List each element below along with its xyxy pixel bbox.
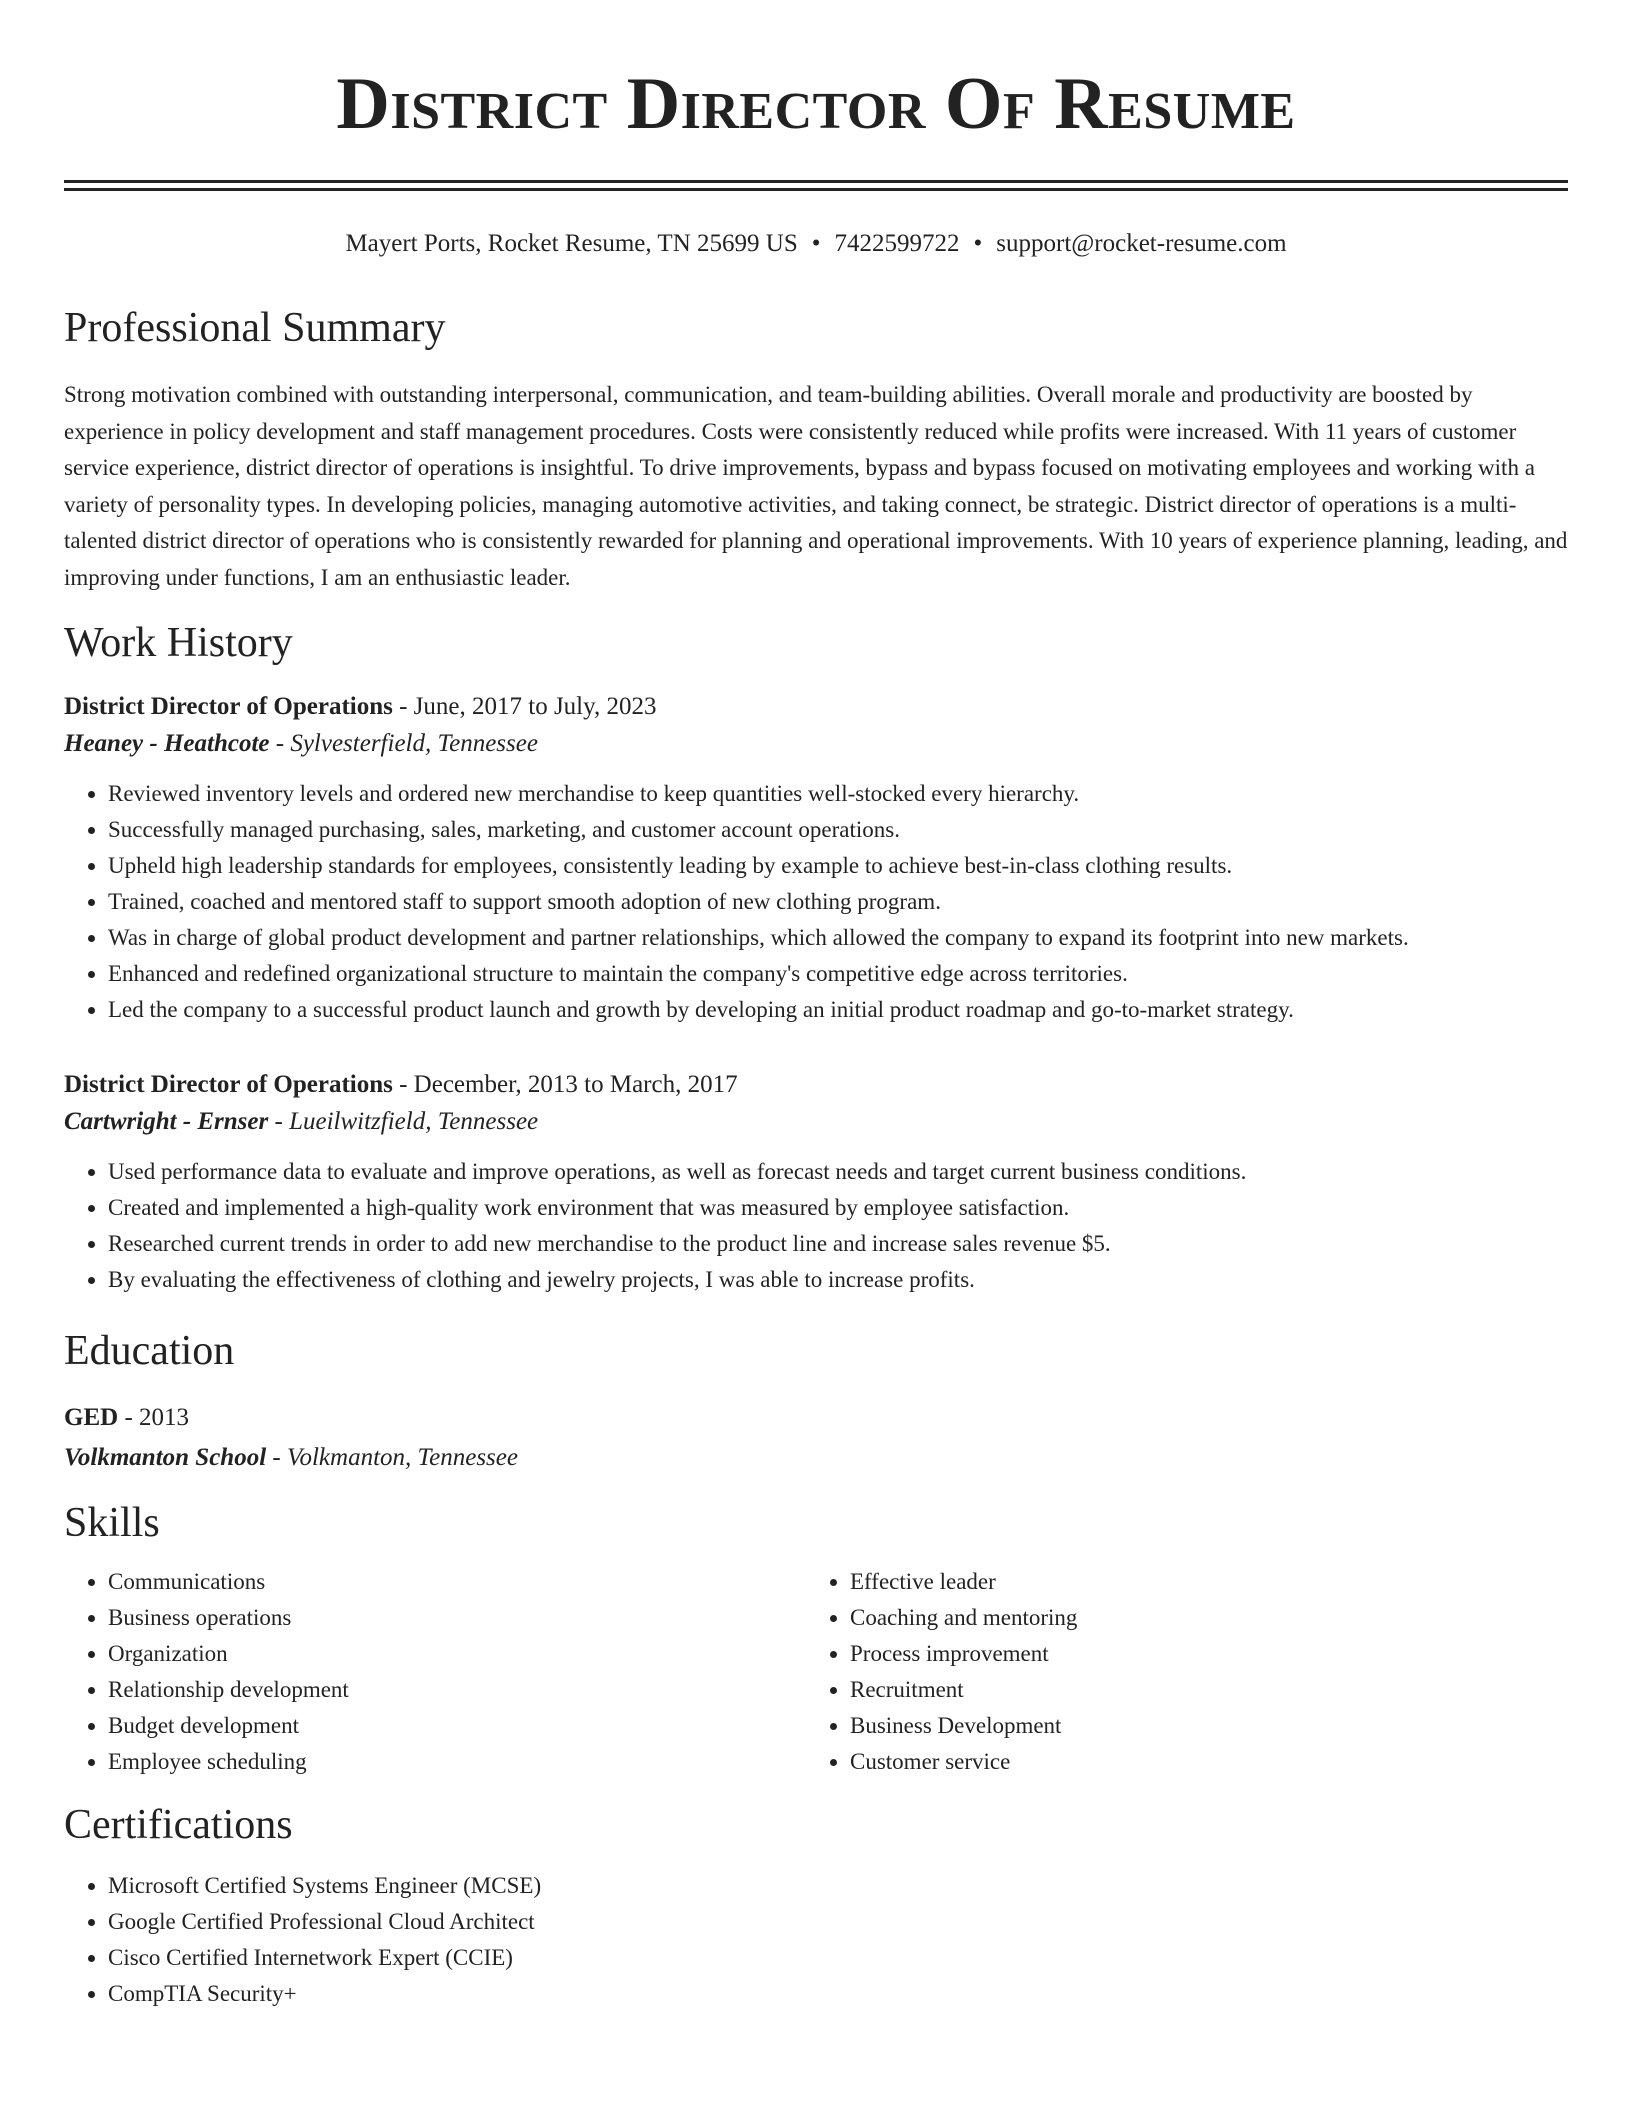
- list-item: • Process improvement: [850, 1636, 1548, 1672]
- list-item: • By evaluating the effectiveness of clothing and jewelry projects, I was able to increase profits.: [108, 1262, 1568, 1298]
- education-section: [64, 1326, 1568, 1478]
- degree: GED: [64, 1404, 119, 1431]
- list-item: • Relationship development: [108, 1672, 806, 1708]
- degree-line: [64, 1398, 1568, 1438]
- list-item: • Effective leader: [850, 1564, 1548, 1600]
- list-item: • Coaching and mentoring: [850, 1600, 1548, 1636]
- job-company-line: [64, 1103, 1568, 1140]
- list-item: • Used performance data to evaluate and improve operations, as well as forecast needs and target current business conditions.: [108, 1154, 1568, 1190]
- header-double-rule: [64, 180, 1568, 191]
- job-title: District Director of Operations: [64, 1071, 393, 1098]
- list-item: • Organization: [108, 1636, 806, 1672]
- job-title-line: [64, 688, 1568, 725]
- work-history-heading: Work History: [64, 620, 293, 666]
- list-item: • Employee scheduling: [108, 1744, 806, 1780]
- job-company: Heaney - Heathcote: [64, 730, 270, 757]
- list-item: • Communications: [108, 1564, 806, 1600]
- job-dates: - June, 2017 to July, 2023: [392, 693, 657, 720]
- list-item: • Upheld high leadership standards for employees, consistently leading by example to achieve best-in-class clothing results.: [108, 848, 1568, 884]
- summary-section: [64, 303, 1568, 596]
- job-entry: [64, 688, 1568, 1028]
- contact-phone: 7422599722: [834, 230, 960, 257]
- job-entry: [64, 1066, 1568, 1298]
- job-location: - Sylvesterfield, Tennessee: [269, 730, 538, 757]
- job-title-line: [64, 1066, 1568, 1103]
- school-name: Volkmanton School: [64, 1444, 267, 1471]
- school-location: - Volkmanton, Tennessee: [266, 1444, 518, 1471]
- resume-name: District Director Of Resume: [336, 63, 1296, 145]
- contact-separator: •: [811, 230, 821, 257]
- job-company: Cartwright - Ernser: [64, 1108, 269, 1135]
- list-item: • Researched current trends in order to add new merchandise to the product line and increase sales revenue $5.: [108, 1226, 1568, 1262]
- list-item: • Budget development: [108, 1708, 806, 1744]
- list-item: • Business operations: [108, 1600, 806, 1636]
- education-heading: Education: [64, 1328, 235, 1374]
- list-item: • Recruitment: [850, 1672, 1548, 1708]
- list-item: • Business Development: [850, 1708, 1548, 1744]
- education-entry: [64, 1398, 1568, 1478]
- list-item: • Customer service: [850, 1744, 1548, 1780]
- list-item: • CompTIA Security+: [108, 1976, 1568, 2012]
- summary-heading: Professional Summary: [64, 305, 446, 351]
- contact-email: support@rocket-resume.com: [996, 230, 1287, 257]
- skills-heading: Skills: [64, 1500, 160, 1546]
- list-item: • Led the company to a successful product launch and growth by developing an initial product roadmap and go-to-market strategy.: [108, 992, 1568, 1028]
- summary-text: Strong motivation combined with outstanding interpersonal, communication, and team-building abilities. Overall morale and productivity are boosted by experience in policy development and staff management procedures. Costs were consistently reduced while profits were increased. With 11 years of customer service experience, district director of operations is insightful. To drive improvements, bypass and bypass focused on motivating employees and working with a variety of personality types. In developing policies, managing automotive activities, and taking connect, be strategic. District director of operations is a multi-talented district director of operations who is consistently rewarded for planning and operational improvements. With 10 years of experience planning, leading, and improving under functions, I am an enthusiastic leader.: [64, 382, 1568, 590]
- certifications-section: [64, 1800, 1568, 2012]
- list-item: • Created and implemented a high-quality work environment that was measured by employee satisfaction.: [108, 1190, 1568, 1226]
- list-item: • Microsoft Certified Systems Engineer (MCSE): [108, 1868, 1568, 1904]
- degree-year: - 2013: [118, 1404, 190, 1431]
- list-item: • Google Certified Professional Cloud Architect: [108, 1904, 1568, 1940]
- list-item: • Cisco Certified Internetwork Expert (CCIE): [108, 1940, 1568, 1976]
- job-title: District Director of Operations: [64, 693, 393, 720]
- skills-left-column: [64, 1564, 806, 1780]
- skills-right-column: [806, 1564, 1548, 1780]
- list-item: • Reviewed inventory levels and ordered new merchandise to keep quantities well-stocked every hierarchy.: [108, 776, 1568, 812]
- list-item: • Was in charge of global product development and partner relationships, which allowed the company to expand its footprint into new markets.: [108, 920, 1568, 956]
- work-history-section: [64, 618, 1568, 1298]
- job-location: - Lueilwitzfield, Tennessee: [268, 1108, 539, 1135]
- skills-columns: [64, 1564, 1568, 1780]
- contact-line: [64, 227, 1568, 261]
- contact-separator: •: [973, 230, 983, 257]
- list-item: • Enhanced and redefined organizational structure to maintain the company's competitive edge across territories.: [108, 956, 1568, 992]
- list-item: • Trained, coached and mentored staff to support smooth adoption of new clothing program.: [108, 884, 1568, 920]
- job-dates: - December, 2013 to March, 2017: [392, 1071, 738, 1098]
- job-bullets: [64, 776, 1568, 1028]
- job-bullets: [64, 1154, 1568, 1298]
- contact-address: Mayert Ports, Rocket Resume, TN 25699 US: [345, 230, 798, 257]
- skills-section: [64, 1498, 1568, 1780]
- certifications-heading: Certifications: [64, 1802, 293, 1848]
- list-item: • Successfully managed purchasing, sales, marketing, and customer account operations.: [108, 812, 1568, 848]
- school-line: [64, 1438, 1568, 1478]
- job-company-line: [64, 725, 1568, 762]
- certifications-list: [64, 1868, 1568, 2012]
